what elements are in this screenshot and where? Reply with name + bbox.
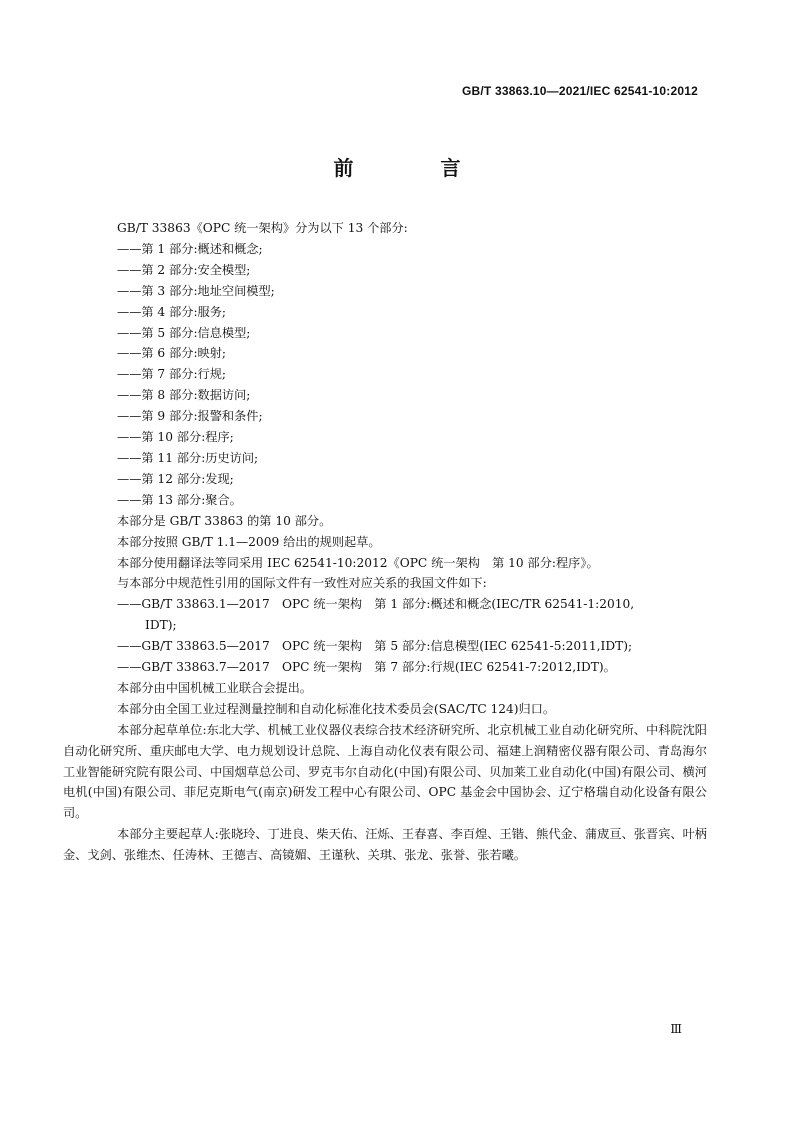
- drafting-units-paragraph: 本部分起草单位:东北大学、机械工业仪器仪表综合技术经济研究所、北京机械工业自动化研究所、中科院沈阳自动化研究所、重庆邮电大学、电力规划设计总院、上海自动化仪表有限公司、福建上润精密仪器有限公司、青岛海尔工业智能研究院有限公司、中国烟草总公司、罗克韦尔自动化(中国)有限公司、贝加莱工业自动化(中国)有限公司、横河电机(中国)有限公司、菲尼克斯电气(南京)研发工程中心有限公司、OPC 基金会中国协会、辽宁格瑞自动化设备有限公司。: [63, 722, 707, 821]
- list-item: ——第 7 部分:行规;: [117, 367, 227, 382]
- list-item: ——第 2 部分:安全模型;: [117, 262, 251, 277]
- reference-item: [117, 594, 707, 636]
- references-list: [117, 594, 707, 678]
- reference-line: ——GB/T 33863.1—2017 OPC 统一架构 第 1 部分:概述和概念(IEC/TR 62541-1:2010,: [117, 597, 635, 612]
- reference-item: [117, 636, 707, 657]
- list-item: ——第 10 部分:程序;: [117, 430, 234, 445]
- reference-item: [117, 657, 707, 678]
- page-title: 前 言: [333, 156, 501, 180]
- list-item: ——第 6 部分:映射;: [117, 346, 227, 361]
- standard-code: GB/T 33863.10—2021/IEC 62541-10:2012: [461, 84, 698, 98]
- reference-continuation: IDT);: [145, 618, 177, 633]
- managed-by-statement: 本部分由全国工业过程测量控制和自动化标准化技术委员会(SAC/TC 124)归口。: [117, 701, 556, 716]
- page-number: Ⅲ: [670, 1022, 682, 1036]
- drafting-rules-statement: 本部分按照 GB/T 1.1—2009 给出的规则起草。: [117, 534, 381, 549]
- intro-paragraph: GB/T 33863《OPC 统一架构》分为以下 13 个部分:: [117, 221, 408, 235]
- reference-line: ——GB/T 33863.7—2017 OPC 统一架构 第 7 部分:行规(IEC 62541-7:2012,IDT)。: [117, 660, 616, 675]
- list-item: ——第 9 部分:报警和条件;: [117, 409, 263, 424]
- list-item: ——第 13 部分:聚合。: [117, 492, 242, 507]
- parts-list: [117, 239, 707, 511]
- proposed-by-statement: 本部分由中国机械工业联合会提出。: [117, 680, 312, 695]
- reference-line: ——GB/T 33863.5—2017 OPC 统一架构 第 5 部分:信息模型(IEC 62541-5:2011,IDT);: [117, 639, 633, 654]
- references-intro: 与本部分中规范性引用的国际文件有一致性对应关系的我国文件如下:: [117, 576, 487, 591]
- list-item: ——第 8 部分:数据访问;: [117, 388, 251, 403]
- list-item: ——第 1 部分:概述和概念;: [117, 241, 263, 256]
- translation-statement: 本部分使用翻译法等同采用 IEC 62541-10:2012《OPC 统一架构 第 10 部分:程序》。: [117, 555, 599, 570]
- list-item: ——第 4 部分:服务;: [117, 304, 227, 319]
- list-item: ——第 3 部分:地址空间模型;: [117, 283, 275, 298]
- foreword-body: [63, 218, 707, 866]
- list-item: ——第 5 部分:信息模型;: [117, 325, 251, 340]
- list-item: ——第 11 部分:历史访问;: [117, 450, 259, 465]
- drafters-paragraph: 本部分主要起草人:张晓玲、丁进良、柴天佑、汪烁、王春喜、李百煌、王锴、熊代金、蒲宬亘、张晋宾、叶柄金、戈剑、张维杰、任涛林、王德吉、高镜媚、王谨秋、关琪、张龙、张誉、张若曦。: [63, 827, 707, 863]
- part-of-statement: 本部分是 GB/T 33863 的第 10 部分。: [117, 513, 332, 528]
- list-item: ——第 12 部分:发现;: [117, 471, 234, 486]
